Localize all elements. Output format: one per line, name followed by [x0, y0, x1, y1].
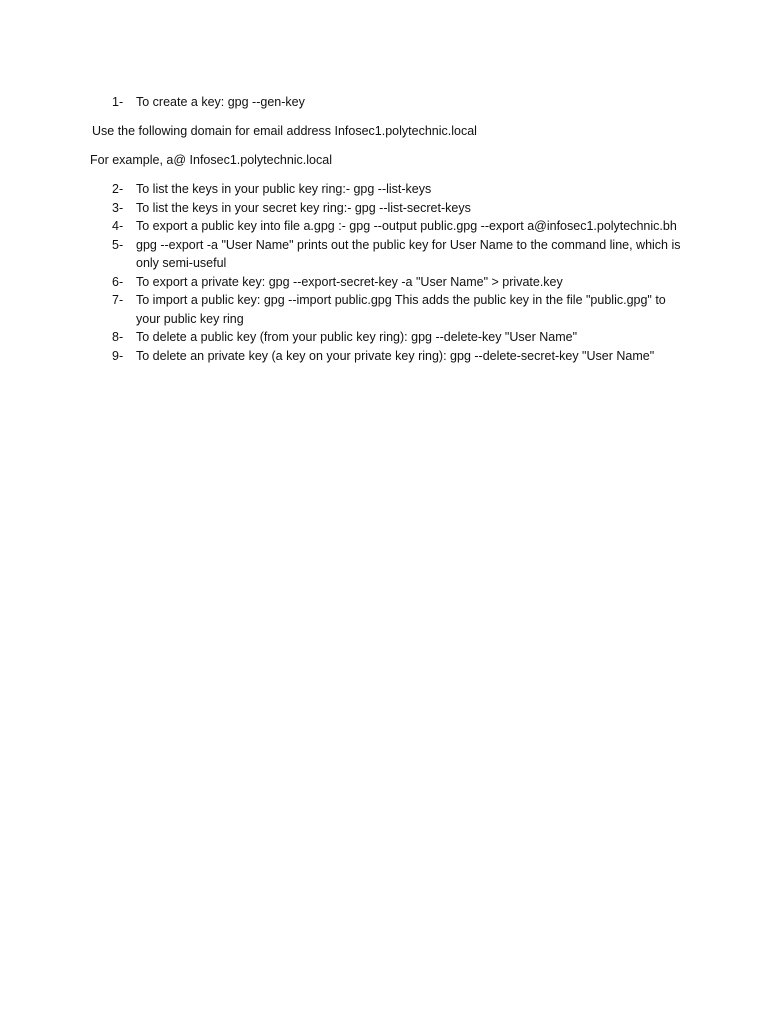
list-item-number: 5- [112, 237, 124, 252]
list-item-number: 1- [112, 95, 124, 109]
list-item [90, 347, 690, 366]
instruction-list-first [90, 93, 690, 112]
list-item-text: To delete an private key (a key on your private key ring): gpg --delete-secret-key "User Name" [136, 348, 655, 363]
list-item-number: 7- [112, 293, 124, 307]
list-item [90, 328, 690, 347]
list-item-number: 2- [112, 182, 124, 196]
instruction-list-second [90, 180, 690, 365]
list-item-text: To export a private key: gpg --export-secret-key -a "User Name" > private.key [136, 274, 563, 289]
list-item-number: 3- [112, 200, 124, 215]
list-item-text: To create a key: gpg --gen-key [136, 95, 305, 109]
example-paragraph: For example, a@ Infosec1.polytechnic.local [90, 153, 332, 167]
list-item [90, 199, 690, 218]
list-item [90, 93, 690, 112]
list-item [90, 273, 690, 292]
list-item-text: To delete a public key (from your public key ring): gpg --delete-key "User Name" [136, 330, 578, 344]
list-item-number: 4- [112, 219, 124, 233]
list-item [90, 217, 690, 236]
list-item-number: 8- [112, 330, 124, 344]
list-item [90, 291, 690, 328]
list-item-text: To export a public key into file a.gpg :- gpg --output public.gpg --export a@infosec1.polytechnic.bh [136, 219, 677, 233]
list-item [90, 236, 690, 273]
list-item-text: To list the keys in your secret key ring:- gpg --list-secret-keys [136, 200, 471, 215]
list-item-text: To list the keys in your public key ring:- gpg --list-keys [136, 182, 432, 196]
domain-paragraph: Use the following domain for email address Infosec1.polytechnic.local [92, 124, 477, 138]
list-item-number: 6- [112, 274, 124, 289]
list-item-number: 9- [112, 348, 124, 363]
list-item-text: gpg --export -a "User Name" prints out the public key for User Name to the command line, which is only semi-useful [136, 237, 681, 270]
list-item [90, 180, 690, 199]
list-item-text: To import a public key: gpg --import public.gpg This adds the public key in the file "public.gpg" to your public key ring [136, 293, 666, 326]
